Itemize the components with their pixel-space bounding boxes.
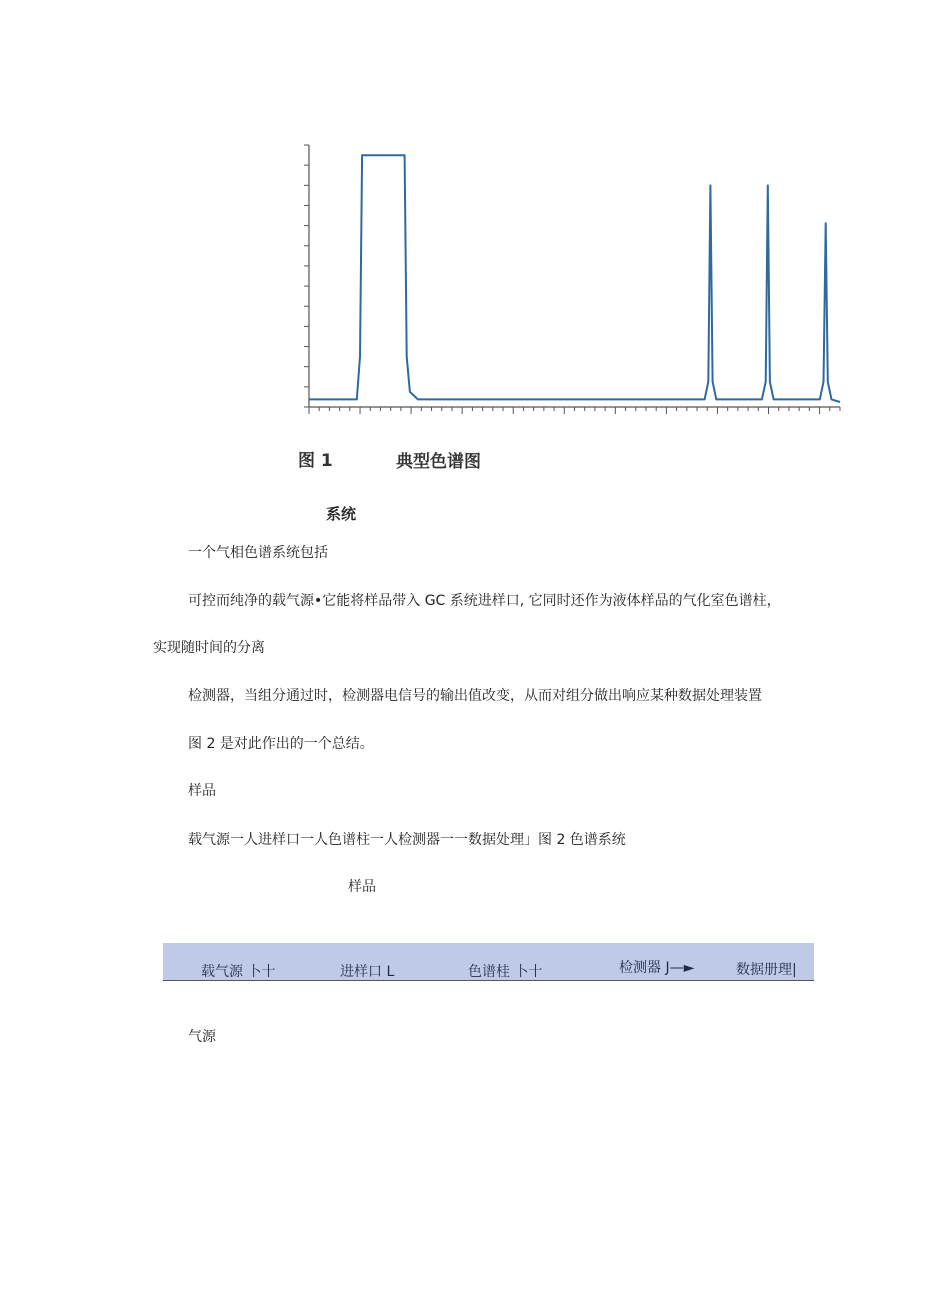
flow-inlet: 进样口 L — [340, 964, 395, 980]
chromatogram-chart — [290, 120, 850, 425]
figure-label: 图 1 — [298, 451, 333, 471]
flow-data-processing: 数据册理| — [736, 962, 797, 978]
chart-plot-area — [309, 155, 840, 402]
flow-carrier-source: 载气源 卜十 — [201, 964, 276, 980]
paragraph-sample: 样品 — [188, 783, 216, 799]
paragraph-flow-text: 载气源一人进样口一人色谱柱一人检测器一一数据处理」图 2 色谱系统 — [188, 832, 626, 848]
chromatogram-trace-0 — [309, 155, 840, 402]
paragraph-carrier: 可控而纯净的载气源•它能将样品带入 GC 系统进样口, 它同时还作为液体样品的气化室色谱柱， — [188, 593, 781, 609]
system-flow-diagram — [163, 943, 814, 981]
paragraph-sample-label: 样品 — [348, 879, 376, 895]
paragraph-intro: 一个气相色谱系统包括 — [188, 545, 328, 561]
paragraph-gas-source: 气源 — [188, 1029, 216, 1045]
section-heading: 系统 — [326, 505, 357, 523]
paragraph-separation: 实现随时间的分离 — [153, 640, 265, 656]
chart-axes — [304, 145, 840, 414]
flow-detector: 检测器 J—► — [619, 960, 695, 976]
paragraph-summary: 图 2 是对此作出的一个总结。 — [188, 736, 374, 752]
figure-title: 典型色谱图 — [396, 452, 481, 472]
flow-column: 色谱桂 卜十 — [468, 964, 543, 980]
paragraph-detector: 检测器，当组分通过时，检测器电信号的输出值改变，从而对组分做出响应某种数据处理装置 — [188, 688, 762, 704]
